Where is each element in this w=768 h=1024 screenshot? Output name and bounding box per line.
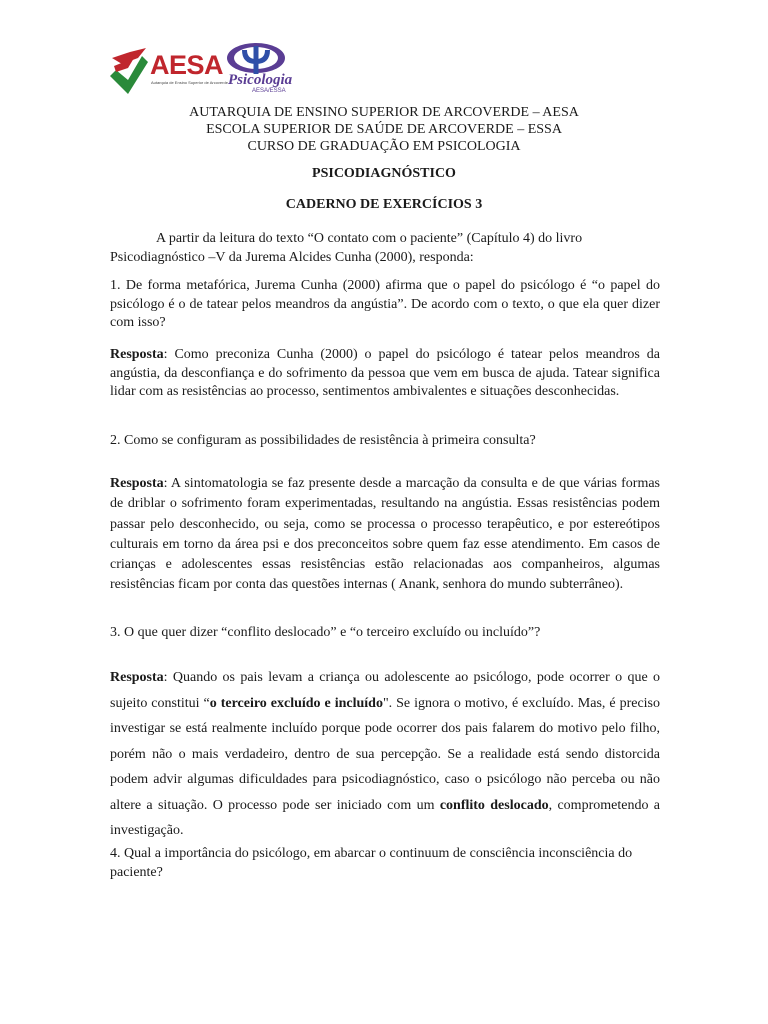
- notebook-title: CADERNO DE EXERCÍCIOS 3: [285, 197, 483, 212]
- answer-3-label: Resposta: [110, 670, 164, 685]
- question-4: 4. Qual a importância do psicólogo, em abarcar o continuum de consciência inconsciência do paciente?: [110, 846, 633, 880]
- intro-paragraph: A partir da leitura do texto “O contato com o paciente” (Capítulo 4) do livro Psicodiagnóstico –V da Jurema Alcides Cunha (2000), responda:: [110, 231, 583, 265]
- answer-1: [110, 346, 660, 402]
- question-1: 1. De forma metafórica, Jurema Cunha (2000) afirma que o papel do psicólogo é “o papel do psicólogo é o de tatear pelos meandros da angústia”. De acordo com o texto, o que ela quer dizer com isso?: [110, 278, 660, 330]
- aesa-logo-text: AESA: [150, 50, 224, 80]
- answer-1-text: : Como preconiza Cunha (2000) o papel do psicólogo é tatear pelos meandros da angústia, da desconfiança e do sofrimento da pessoa que vem em busca de ajuda. Tatear significa lidar com as resistências ao processo, sentimentos ambivalentes e situações desconhecidas.: [110, 347, 660, 399]
- answer-2: [110, 474, 660, 596]
- answer-3-text-3: , comprometendo a investigação.: [110, 797, 660, 838]
- subject-title: PSICODIAGNÓSTICO: [312, 166, 456, 181]
- answer-3-text-2: ". Se ignora o motivo, é excluído. Mas, é preciso investigar se está realmente incluído porque pode ocorrer dos pais falarem do motivo pelo filho, porém não o mais verdadeiro, dentro de sua percepção. Se a realidade está sendo distorcida podem advir algumas dificuldades para psicodiagnóstico, caso o psicólogo não perceba ou não altere a situação. O processo pode ser iniciado com um: [110, 695, 661, 813]
- answer-3-bold-2: conflito deslocado: [439, 797, 549, 813]
- answer-3-bold-1: o terceiro excluído e incluído: [209, 695, 383, 711]
- answer-1-label: Resposta: [110, 347, 164, 362]
- psychology-logo-text: Psicologia: [228, 72, 293, 88]
- aesa-logo-subtitle: Autarquia de Ensino Superior de Arcoverde: [151, 80, 228, 85]
- question-3: 3. O que quer dizer “conflito deslocado” e “o terceiro excluído ou incluído”?: [110, 625, 541, 640]
- aesa-emblem-icon: [108, 46, 150, 98]
- psi-symbol-icon: [224, 42, 296, 76]
- aesa-logo: [108, 46, 228, 98]
- header-line-2: ESCOLA SUPERIOR DE SAÚDE DE ARCOVERDE – ESSA: [206, 122, 562, 137]
- header-line-1: AUTARQUIA DE ENSINO SUPERIOR DE ARCOVERDE – AESA: [189, 105, 579, 120]
- question-2: 2. Como se configuram as possibilidades de resistência à primeira consulta?: [110, 433, 536, 448]
- answer-3: [110, 665, 660, 844]
- institution-header: [0, 104, 768, 155]
- answer-2-label: Resposta: [110, 476, 164, 491]
- answer-3-text-1: : Quando os pais levam a criança ou adolescente ao psicólogo, pode ocorrer o que o sujeito constitui “: [110, 670, 660, 711]
- header-line-3: CURSO DE GRADUAÇÃO EM PSICOLOGIA: [247, 139, 521, 154]
- psychology-logo: [224, 42, 296, 98]
- psychology-logo-subtitle: AESA/ESSA: [252, 88, 286, 94]
- answer-2-text: : A sintomatologia se faz presente desde a marcação da consulta e de que várias formas de driblar o sofrimento foram experimentadas, resultando na angústia. Essas resistências podem passar pelo desconhecido, ou seja, como se processa o processo terapêutico, e por estereótipos culturais em torno da área psi e dos preconceitos sobre quem faz esse atendimento. Em casos de crianças e adolescentes essas resistências estão relacionadas aos companheiros, algumas resistências ficam por conta das questões internas ( Anank, senhora do mundo subterrâneo).: [110, 476, 660, 593]
